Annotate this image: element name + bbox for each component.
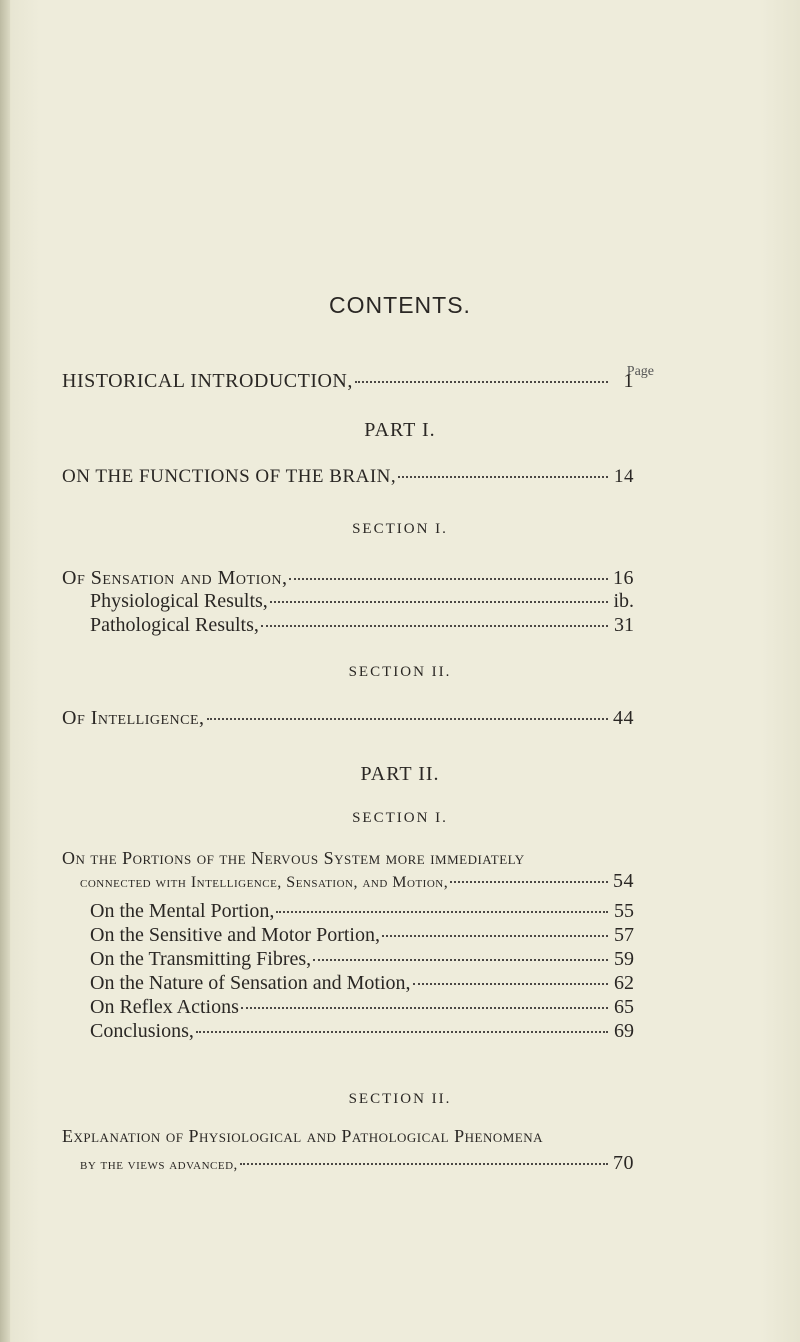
toc-entry-nature-sensation: [90, 972, 634, 995]
entry-page: 44: [613, 707, 634, 729]
entry-page: 70: [613, 1152, 634, 1174]
entry-page: 62: [614, 972, 634, 994]
entry-page: 54: [613, 870, 634, 892]
toc-entry-explanation: [80, 1152, 634, 1175]
leader-dots: [270, 601, 608, 603]
leader-dots: [276, 911, 608, 913]
part-2-section-1-label: SECTION I.: [352, 810, 448, 826]
leader-dots: [240, 1163, 608, 1165]
contents-heading: CONTENTS.: [329, 292, 471, 318]
leader-dots: [450, 881, 608, 883]
leader-dots: [241, 1007, 608, 1009]
toc-entry-transmitting-fibres: [90, 948, 634, 971]
entry-page: 31: [614, 614, 634, 636]
entry-title: On the Nature of Sensation and Motion,: [90, 972, 411, 994]
part-1-section-1-label: SECTION I.: [352, 521, 448, 537]
leader-dots: [261, 625, 608, 627]
entry-page: 69: [614, 1020, 634, 1042]
entry-title: On the Sensitive and Motor Portion,: [90, 924, 380, 946]
leader-dots: [196, 1031, 608, 1033]
entry-page: 55: [614, 900, 634, 922]
part-1-label: PART I.: [364, 419, 436, 441]
leader-dots: [207, 718, 608, 720]
leader-dots: [398, 476, 608, 478]
toc-entry-intelligence: [62, 707, 634, 730]
toc-entry-pathological-results: [90, 614, 634, 637]
toc-entry-explanation-line1: Explanation of Physiological and Pathological Phenomena: [62, 1126, 544, 1146]
leader-dots: [413, 983, 609, 985]
entry-page: 16: [613, 567, 634, 589]
entry-title: Of Intelligence,: [62, 707, 205, 729]
toc-entry-conclusions: [90, 1020, 634, 1043]
toc-entry-mental-portion: [90, 900, 634, 923]
entry-title: connected with Intelligence, Sensation, and Motion,: [80, 874, 449, 891]
toc-entry-introduction: [62, 370, 634, 393]
entry-title: Pathological Results,: [90, 614, 259, 636]
entry-page: ib.: [613, 590, 634, 612]
entry-page: 1: [623, 370, 634, 392]
entry-title: Physiological Results,: [90, 590, 268, 612]
entry-title: On Reflex Actions: [90, 996, 239, 1018]
toc-entry-physiological-results: [90, 590, 634, 613]
part-2-section-2-label: SECTION II.: [348, 1091, 452, 1107]
leader-dots: [289, 578, 608, 580]
toc-entry-reflex-actions: [90, 996, 634, 1019]
toc-entry-sensitive-motor: [90, 924, 634, 947]
leader-dots: [382, 935, 608, 937]
part-2-label: PART II.: [360, 763, 440, 785]
entry-title: ON THE FUNCTIONS OF THE BRAIN,: [62, 466, 397, 487]
leader-dots: [355, 381, 608, 383]
entry-title: On the Mental Portion,: [90, 900, 275, 922]
entry-title: On the Transmitting Fibres,: [90, 948, 312, 970]
entry-title: Conclusions,: [90, 1020, 194, 1042]
entry-page: 59: [614, 948, 634, 970]
entry-page: 57: [614, 924, 634, 946]
entry-title: Of Sensation and Motion,: [62, 567, 288, 589]
toc-entry-nervous-system: [80, 870, 634, 893]
toc-entry-nervous-system-line1: On the Portions of the Nervous System more immediately: [62, 848, 525, 868]
leader-dots: [313, 959, 608, 961]
part-1-section-2-label: SECTION II.: [348, 664, 452, 680]
toc-entry-sensation-motion: [62, 567, 634, 590]
page-column-label: Page: [626, 364, 654, 379]
entry-title: by the views advanced,: [80, 1157, 238, 1173]
entry-page: 65: [614, 996, 634, 1018]
entry-title: HISTORICAL INTRODUCTION,: [62, 370, 353, 392]
toc-entry-functions-of-brain: [62, 466, 634, 488]
entry-page: 14: [614, 466, 634, 487]
